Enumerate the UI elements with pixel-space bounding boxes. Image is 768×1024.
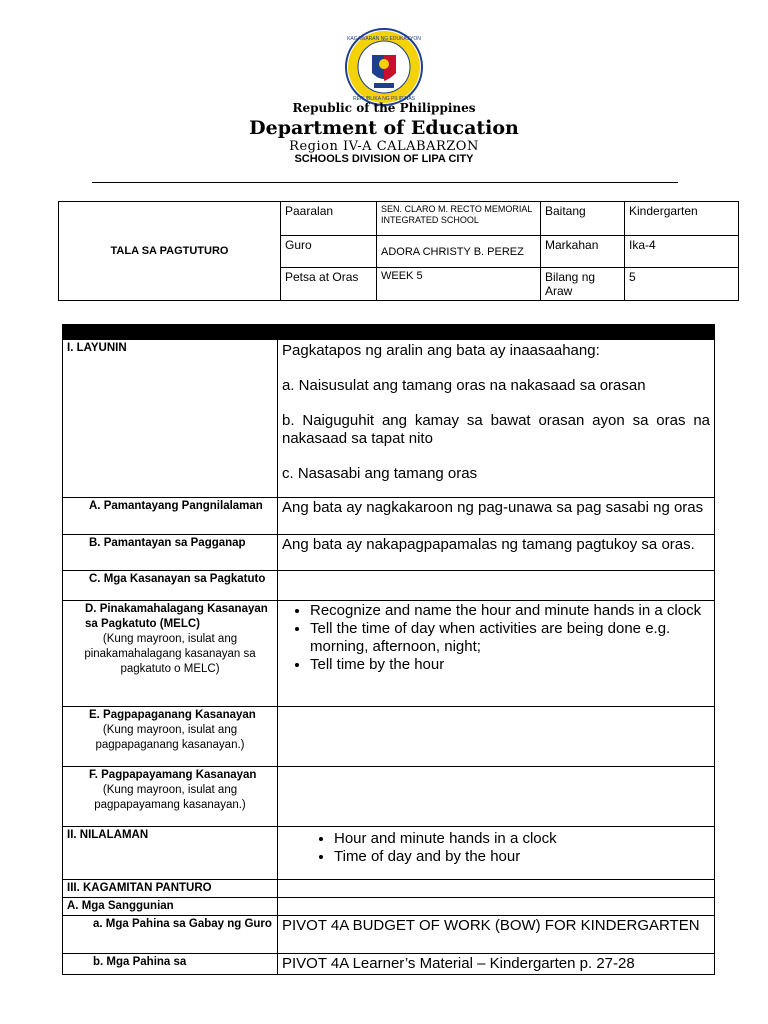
table-row — [63, 601, 715, 707]
list-item: • Recognize and name the hour and minute hands in a clock — [310, 602, 710, 620]
header-bar — [63, 325, 715, 340]
petsa-label: Petsa at Oras — [281, 268, 377, 301]
table-row — [63, 954, 715, 975]
baitang-value: Kindergarten — [625, 202, 739, 236]
markahan-label: Markahan — [541, 236, 625, 268]
layunin-b: b. Naiguguhit ang kamay sa bawat orasan ayon sa oras na nakasaad sa tapat nito — [282, 412, 710, 447]
table-row — [63, 916, 715, 954]
table-row — [63, 827, 715, 880]
gabay-content: PIVOT 4A BUDGET OF WORK (BOW) FOR KINDERGARTEN — [278, 916, 715, 954]
table-row — [63, 571, 715, 601]
list-item: • Tell the time of day when activities are being done e.g. morning, afternoon, night; — [310, 620, 710, 656]
table-row — [63, 498, 715, 535]
table-row — [63, 880, 715, 898]
division-heading: SCHOOLS DIVISION OF LIPA CITY — [294, 153, 474, 165]
melc-list — [282, 602, 710, 674]
sanggunian-label: A. Mga Sanggunian — [63, 898, 278, 916]
guro-label: Guro — [281, 236, 377, 268]
nilalaman-list — [282, 830, 710, 866]
pamantayan-pagganap-label: B. Pamantayan sa Pagganap — [89, 537, 246, 549]
gabay-label: a. Mga Pahina sa Gabay ng Guro — [93, 918, 272, 930]
pamantayan-pagganap-content: Ang bata ay nakapagpapamalas ng tamang pagtukoy sa oras. — [278, 535, 715, 571]
petsa-value: WEEK 5 — [377, 268, 541, 301]
header-divider — [92, 182, 678, 183]
kagamitan-label: III. KAGAMITAN PANTURO — [63, 880, 278, 898]
layunin-intro: Pagkatapos ng aralin ang bata ay inaasaahang: — [282, 342, 600, 359]
pahina-label: b. Mga Pahina sa — [93, 956, 187, 968]
paaralan-value: SEN. CLARO M. RECTO MEMORIAL INTEGRATED SCHOOL — [377, 202, 541, 236]
layunin-label: I. LAYUNIN — [63, 340, 278, 498]
republic-heading: Republic of the Philippines — [292, 101, 476, 115]
table-row — [63, 340, 715, 498]
info-table — [58, 201, 739, 301]
guro-value: ADORA CHRISTY B. PEREZ — [377, 236, 541, 268]
nilalaman-label: II. NILALAMAN — [63, 827, 278, 880]
table-row — [63, 707, 715, 767]
svg-text:KAGAWARAN NG EDUKASYON: KAGAWARAN NG EDUKASYON — [347, 36, 421, 42]
pagpapaganang-label: E. Pagpapaganang Kasanayan — [89, 709, 256, 721]
deped-seal-logo — [344, 27, 424, 107]
layunin-a: a. Naisusulat ang tamang oras na nakasaad sa orasan — [282, 377, 646, 394]
pamantayang-pangnilalaman-content: Ang bata ay nagkakaroon ng pag-unawa sa pag sasabi ng oras — [278, 498, 715, 535]
pagpapayamang-note: (Kung mayroon, isulat ang pagpapayamang kasanayan.) — [94, 784, 246, 811]
layunin-content — [278, 340, 715, 498]
svg-text:REPUBLIKA NG PILIPINAS: REPUBLIKA NG PILIPINAS — [353, 96, 415, 102]
table-row — [63, 898, 715, 916]
baitang-label: Baitang — [541, 202, 625, 236]
pamantayang-pangnilalaman-label: A. Pamantayang Pangnilalaman — [89, 500, 263, 512]
pahina-content: PIVOT 4A Learner’s Material – Kindergarten p. 27-28 — [278, 954, 715, 975]
region-heading: Region IV-A CALABARZON — [289, 139, 479, 154]
list-item: • Hour and minute hands in a clock — [334, 830, 710, 848]
list-item: • Tell time by the hour — [310, 656, 710, 674]
layunin-c: c. Nasasabi ang tamang oras — [282, 465, 478, 482]
melc-note: (Kung mayroon, isulat ang pinakamahalagang kasanayan sa pagkatuto o MELC) — [84, 633, 256, 675]
tala-title: TALA SA PAGTUTURO — [59, 202, 281, 301]
pagpapayamang-label: F. Pagpapayamang Kasanayan — [89, 769, 257, 781]
table-row — [63, 535, 715, 571]
department-heading: Department of Education — [249, 117, 519, 139]
markahan-value: Ika-4 — [625, 236, 739, 268]
paaralan-label: Paaralan — [281, 202, 377, 236]
table-row — [63, 767, 715, 827]
bilang-label: Bilang ng Araw — [541, 268, 625, 301]
kasanayan-label: C. Mga Kasanayan sa Pagkatuto — [89, 573, 266, 585]
bilang-value: 5 — [625, 268, 739, 301]
lesson-table — [62, 324, 715, 975]
pagpapaganang-note: (Kung mayroon, isulat ang pagpapaganang kasanayan.) — [95, 724, 245, 751]
melc-label: D. Pinakamahalagang Kasanayan sa Pagkatuto (MELC) — [85, 603, 268, 630]
list-item: • Time of day and by the hour — [334, 848, 710, 866]
